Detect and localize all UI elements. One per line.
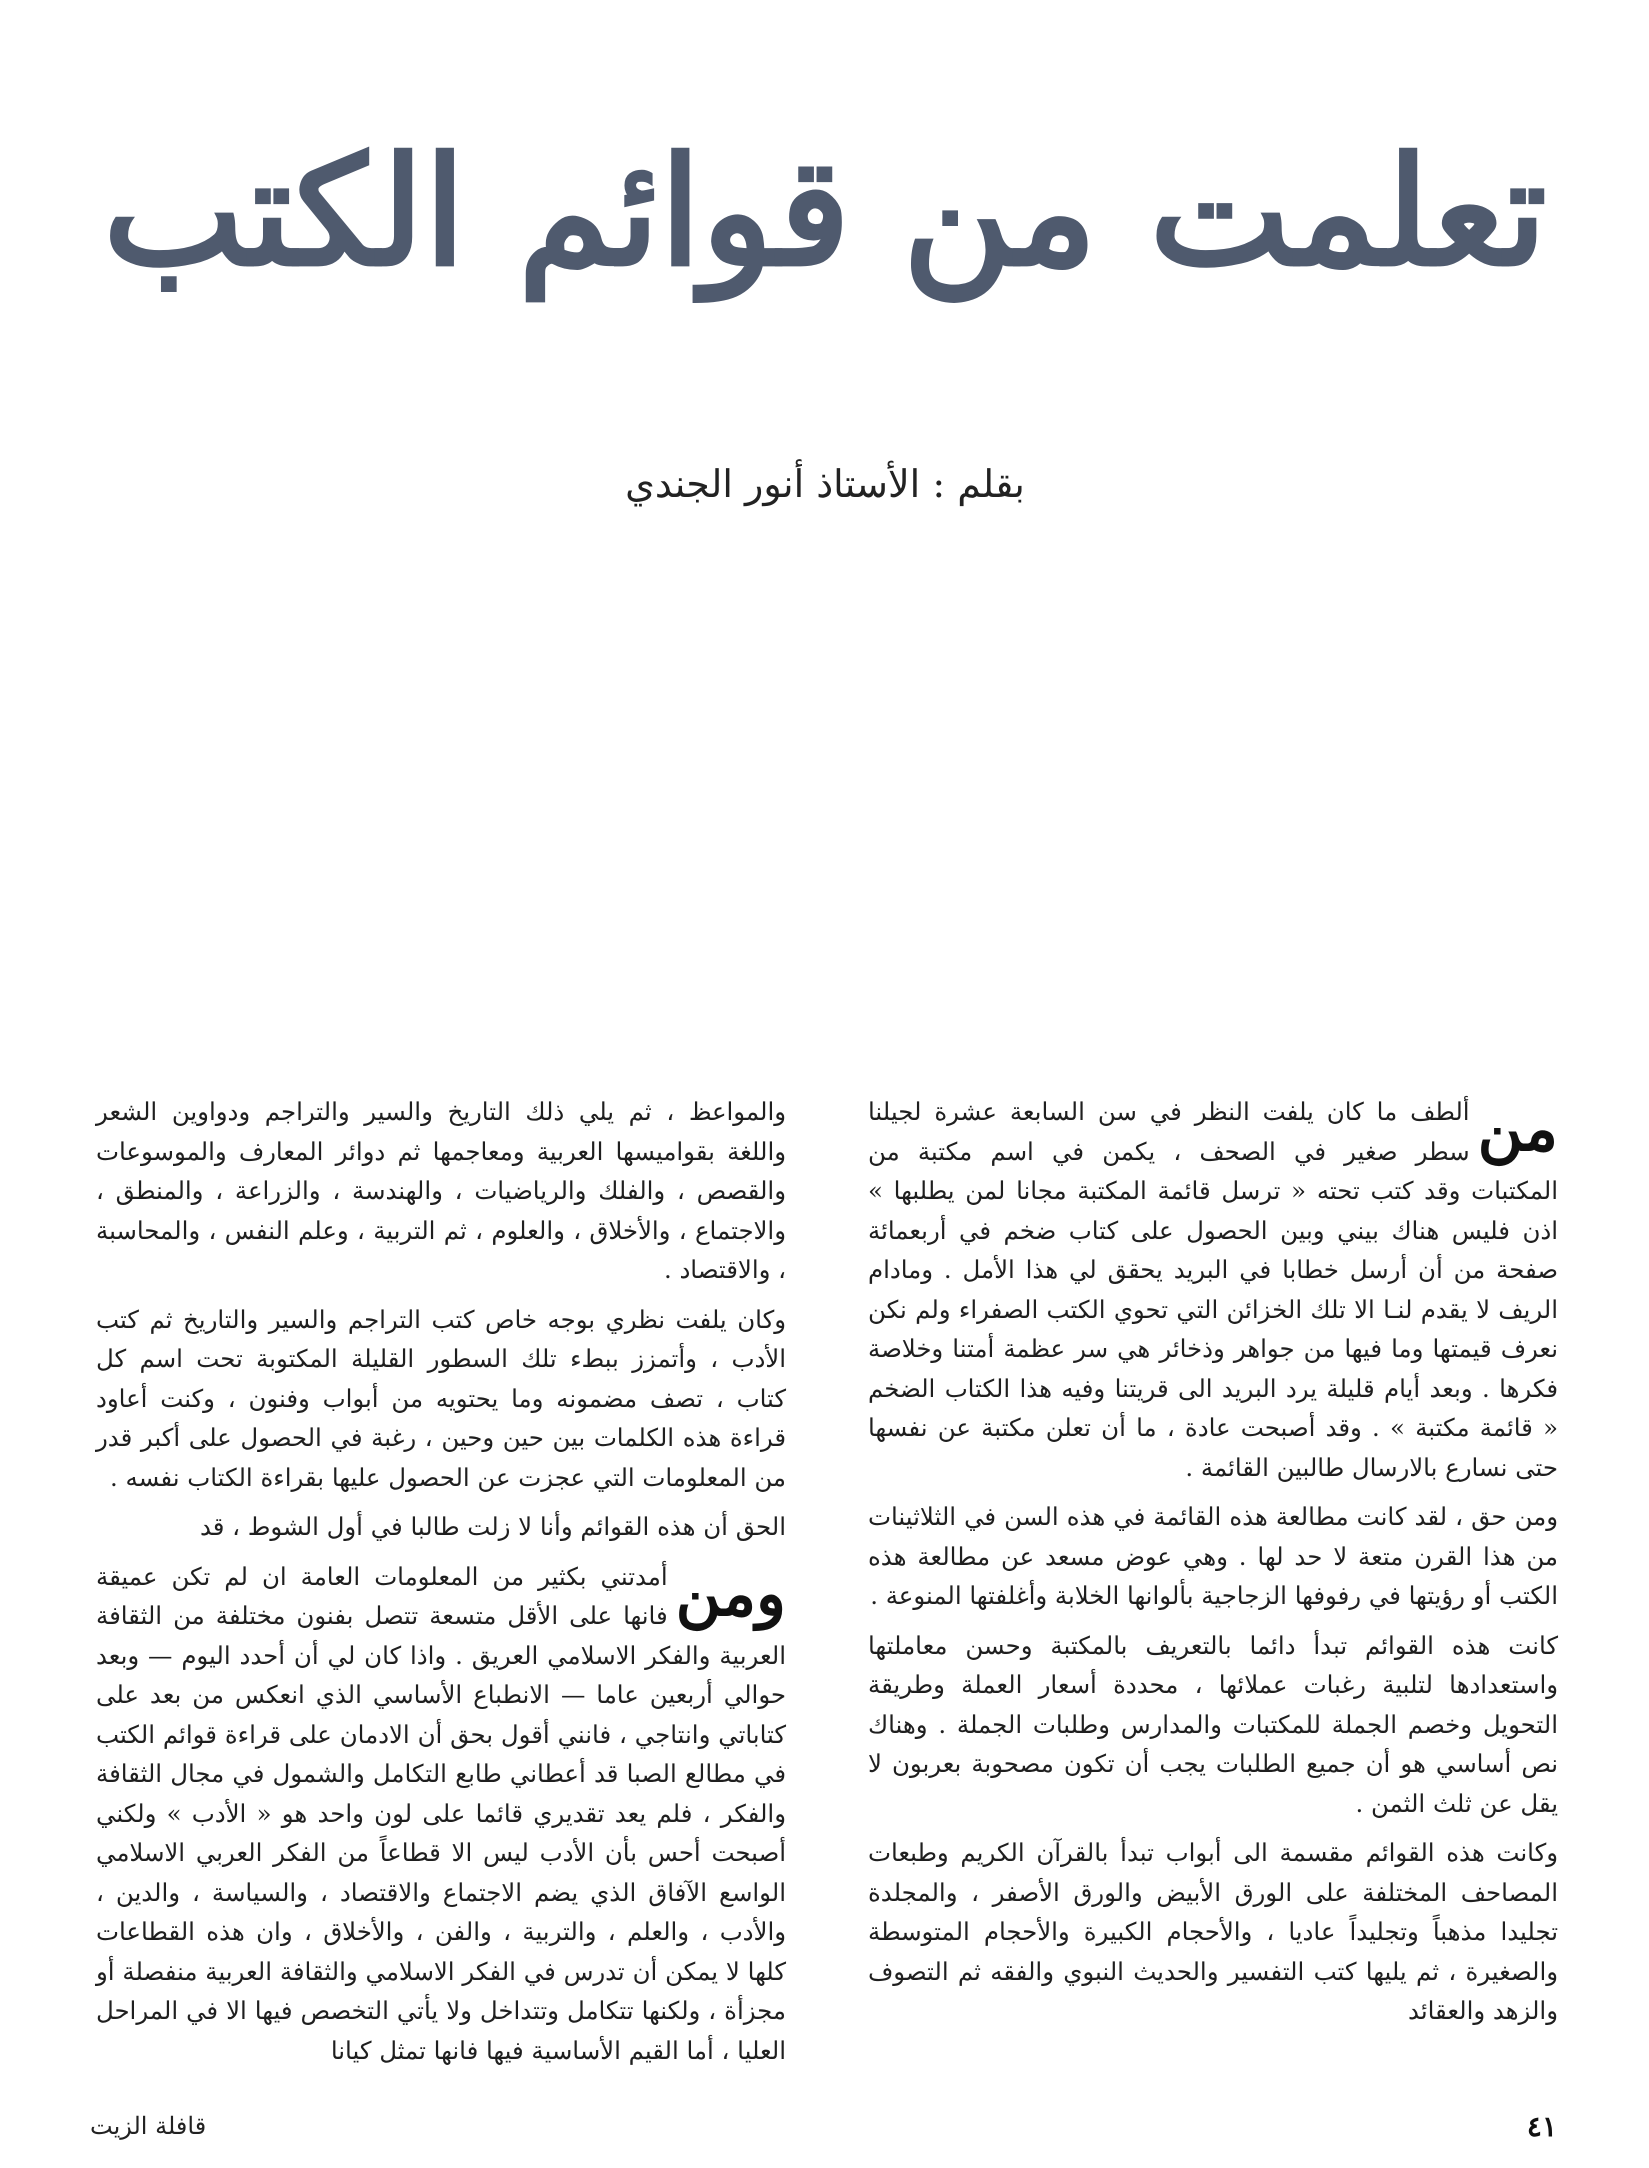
paragraph <box>868 1833 1558 2031</box>
paragraph-text: أمدتني بكثير من المعلومات العامة ان لم تكن عميقة فانها على الأقل متسعة تتصل بفنون مختلفة من الثقافة العربية والفكر الاسلامي العريق . واذا كان لي أن أحدد اليوم — وبعد حوالي أربعين عاما — الانطباع الأساسي الذي انعكس من بعد على كتاباتي وانتاجي ، فانني أقول بحق أن الادمان على قراءة قوائم الكتب في مطالع الصبا قد أعطاني طابع التكامل والشمول في مجال الثقافة والفكر ، فلم يعد تقديري قائما على لون واحد هو « الأدب » ولكني أصبحت أحس بأن الأدب ليس الا قطاعاً من الفكر العربي الاسلامي الواسع الآفاق الذي يضم الاجتماع والاقتصاد ، والسياسة ، والدين ، والأدب ، والعلم ، والتربية ، والفن ، والأخلاق ، وان هذه القطاعات كلها لا يمكن أن تدرس في الفكر الاسلامي والثقافة العربية منفصلة أو مجزأة ، ولكنها تتكامل وتتداخل ولا يأتي التخصص فيها الا في المراحل العليا ، أما القيم الأساسية فيها فانها تمثل كيانا <box>96 1561 786 2065</box>
drop-cap: من <box>1477 1092 1558 1165</box>
paragraph <box>868 1497 1558 1616</box>
paragraph-text: والمواعظ ، ثم يلي ذلك التاريخ والسير والتراجم ودواوين الشعر واللغة بقواميسها العربية ومعاجمها ثم دوائر المعارف والموسوعات والقصص ، والفلك والرياضيات ، والهندسة ، والزراعة ، والمنطق ، والاجتماع ، والأخلاق ، والعلوم ، ثم التربية ، وعلم النفس ، والمحاسبة ، والاقتصاد . <box>96 1097 786 1284</box>
paragraph-text: ومن حق ، لقد كانت مطالعة هذه القائمة في هذه السن في الثلاثينات من هذا القرن متعة لا حد لها . وهي عوض مسعد عن مطالعة هذه الكتب أو رؤيتها في رفوفها الزجاجية بألوانها الخلابة وأغلفتها المنوعة . <box>868 1502 1558 1610</box>
paragraph <box>96 1092 786 1290</box>
text-column-left <box>96 1092 786 2065</box>
text-column-right <box>868 1092 1558 2032</box>
paragraph-text: وكانت هذه القوائم مقسمة الى أبواب تبدأ بالقرآن الكريم وطبعات المصاحف المختلفة على الورق الأبيض والورق الأصفر ، والمجلدة تجليدا مذهباً وتجليداً عاديا ، والأحجام الكبيرة والأحجام المتوسطة والصغيرة ، ثم يليها كتب التفسير والحديث النبوي والفقه ثم التصوف والزهد والعقائد <box>868 1838 1558 2025</box>
paragraph <box>96 1507 786 1547</box>
paragraph-text: كانت هذه القوائم تبدأ دائما بالتعريف بالمكتبة وحسن معاملتها واستعدادها لتلبية رغبات عملائها ، محددة أسعار العملة وطريقة التحويل وخصم الجملة للمكتبات والمدارس وطلبات الجملة . وهناك نص أساسي هو أن جميع الطلبات يجب أن تكون مصحوبة بعربون لا يقل عن ثلث الثمن . <box>868 1630 1558 1818</box>
page-number: ٤١ <box>1526 2110 1557 2143</box>
paragraph <box>96 1300 786 1498</box>
article-byline: بقلم : الأستاذ أنور الجندي <box>625 462 1025 506</box>
magazine-name: قافلة الزيت <box>90 2112 207 2140</box>
paragraph <box>868 1626 1558 1824</box>
paragraph-text: الحق أن هذه القوائم وأنا لا زلت طالبا في أول الشوط ، قد <box>199 1512 786 1541</box>
article-title: تعلمت من قوائم الكتب <box>102 124 1548 300</box>
paragraph-text: وكان يلفت نظري بوجه خاص كتب التراجم والسير والتاريخ ثم كتب الأدب ، وأتمزز ببطء تلك السطور القليلة المكتوبة تحت اسم كل كتاب ، تصف مضمونه وما يحتويه من أبواب وفنون ، وكنت أعاود قراءة هذه الكلمات بين حين وحين ، رغبة في الحصول على أكبر قدر من المعلومات التي عجزت عن الحصول عليها بقراءة الكتاب نفسه . <box>96 1304 786 1492</box>
paragraph-text: ألطف ما كان يلفت النظر في سن السابعة عشرة لجيلنا سطر صغير في الصحف ، يكمن في اسم مكتبة من المكتبات وقد كتب تحته « ترسل قائمة المكتبة مجانا لمن يطلبها » اذن فليس هناك بيني وبين الحصول على كتاب ضخم في أربعمائة صفحة من أن أرسل خطابا في البريد يحقق لي هذا الأمل . ومادام الريف لا يقدم لنـا الا تلك الخزائن التي تحوي الكتب الصفراء ولم نكن نعرف قيمتها وما فيها من جواهر وذخائر هي سر عظمة أمتنا وخلاصة فكرها . وبعد أيام قليلة يرد البريد الى قريتنا وفيه هذا الكتاب الضخم « قائمة مكتبة » . وقد أصبحت عادة ، ما أن تعلن مكتبة عن نفسها حتى نسارع بالارسال طالبين القائمة . <box>868 1097 1559 1482</box>
drop-cap: ومن <box>675 1556 786 1630</box>
paragraph <box>96 1557 786 2071</box>
paragraph <box>868 1092 1558 1487</box>
